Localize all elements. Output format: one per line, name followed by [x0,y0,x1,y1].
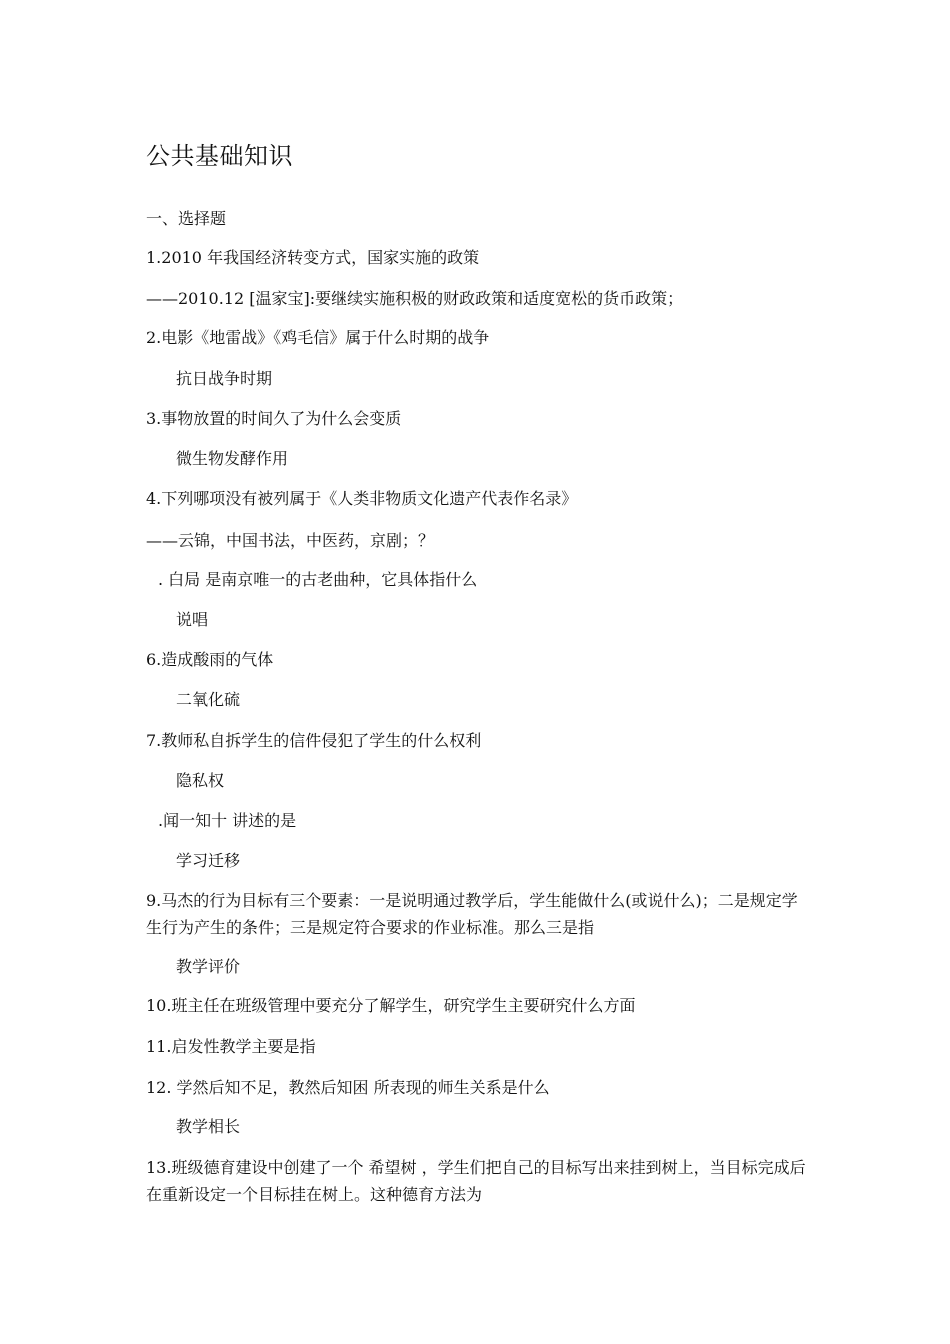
answer-3: 微生物发酵作用 [176,449,289,468]
answer-2: 抗日战争时期 [176,369,273,388]
page-title: 公共基础知识 [146,142,293,170]
answer-4: ——云锦，中国书法，中医药，京剧；？ [146,531,435,550]
question-7: 7.教师私自拆学生的信件侵犯了学生的什么权利 [146,731,482,750]
question-12: 12. 学然后知不足，教然后知困 所表现的师生关系是什么 [146,1078,550,1097]
question-2: 2.电影《地雷战》《鸡毛信》属于什么时期的战争 [146,328,490,347]
answer-8: 学习迁移 [176,851,241,870]
answer-6: 二氧化硫 [176,690,241,709]
question-4: 4.下列哪项没有被列属于《人类非物质文化遗产代表作名录》 [146,489,578,508]
question-5: . 白局 是南京唯一的古老曲种，它具体指什么 [158,570,478,589]
answer-12: 教学相长 [176,1117,241,1136]
question-3: 3.事物放置的时间久了为什么会变质 [146,409,402,428]
question-13: 13.班级德育建设中创建了一个 希望树 ，学生们把自己的目标写出来挂到树上，当目标完成后在重新设定一个目标挂在树上。这种德育方法为 [146,1158,806,1204]
answer-7: 隐私权 [176,771,225,790]
question-1: 1.2010 年我国经济转变方式，国家实施的政策 [146,248,480,267]
question-6: 6.造成酸雨的气体 [146,650,274,669]
answer-9: 教学评价 [176,957,241,976]
question-9: 9.马杰的行为目标有三个要素：一是说明通过教学后，学生能做什么(或说什么)；二是规定学生行为产生的条件；三是规定符合要求的作业标准。那么三是指 [146,891,798,937]
answer-1: ——2010.12 [温家宝]:要继续实施积极的财政政策和适度宽松的货币政策； [146,289,684,308]
section-heading: 一、选择题 [146,209,227,228]
question-10: 10.班主任在班级管理中要充分了解学生，研究学生主要研究什么方面 [146,996,636,1015]
question-8: .闻一知十 讲述的是 [158,811,297,830]
question-11: 11.启发性教学主要是指 [146,1037,316,1056]
answer-5: 说唱 [176,610,209,629]
